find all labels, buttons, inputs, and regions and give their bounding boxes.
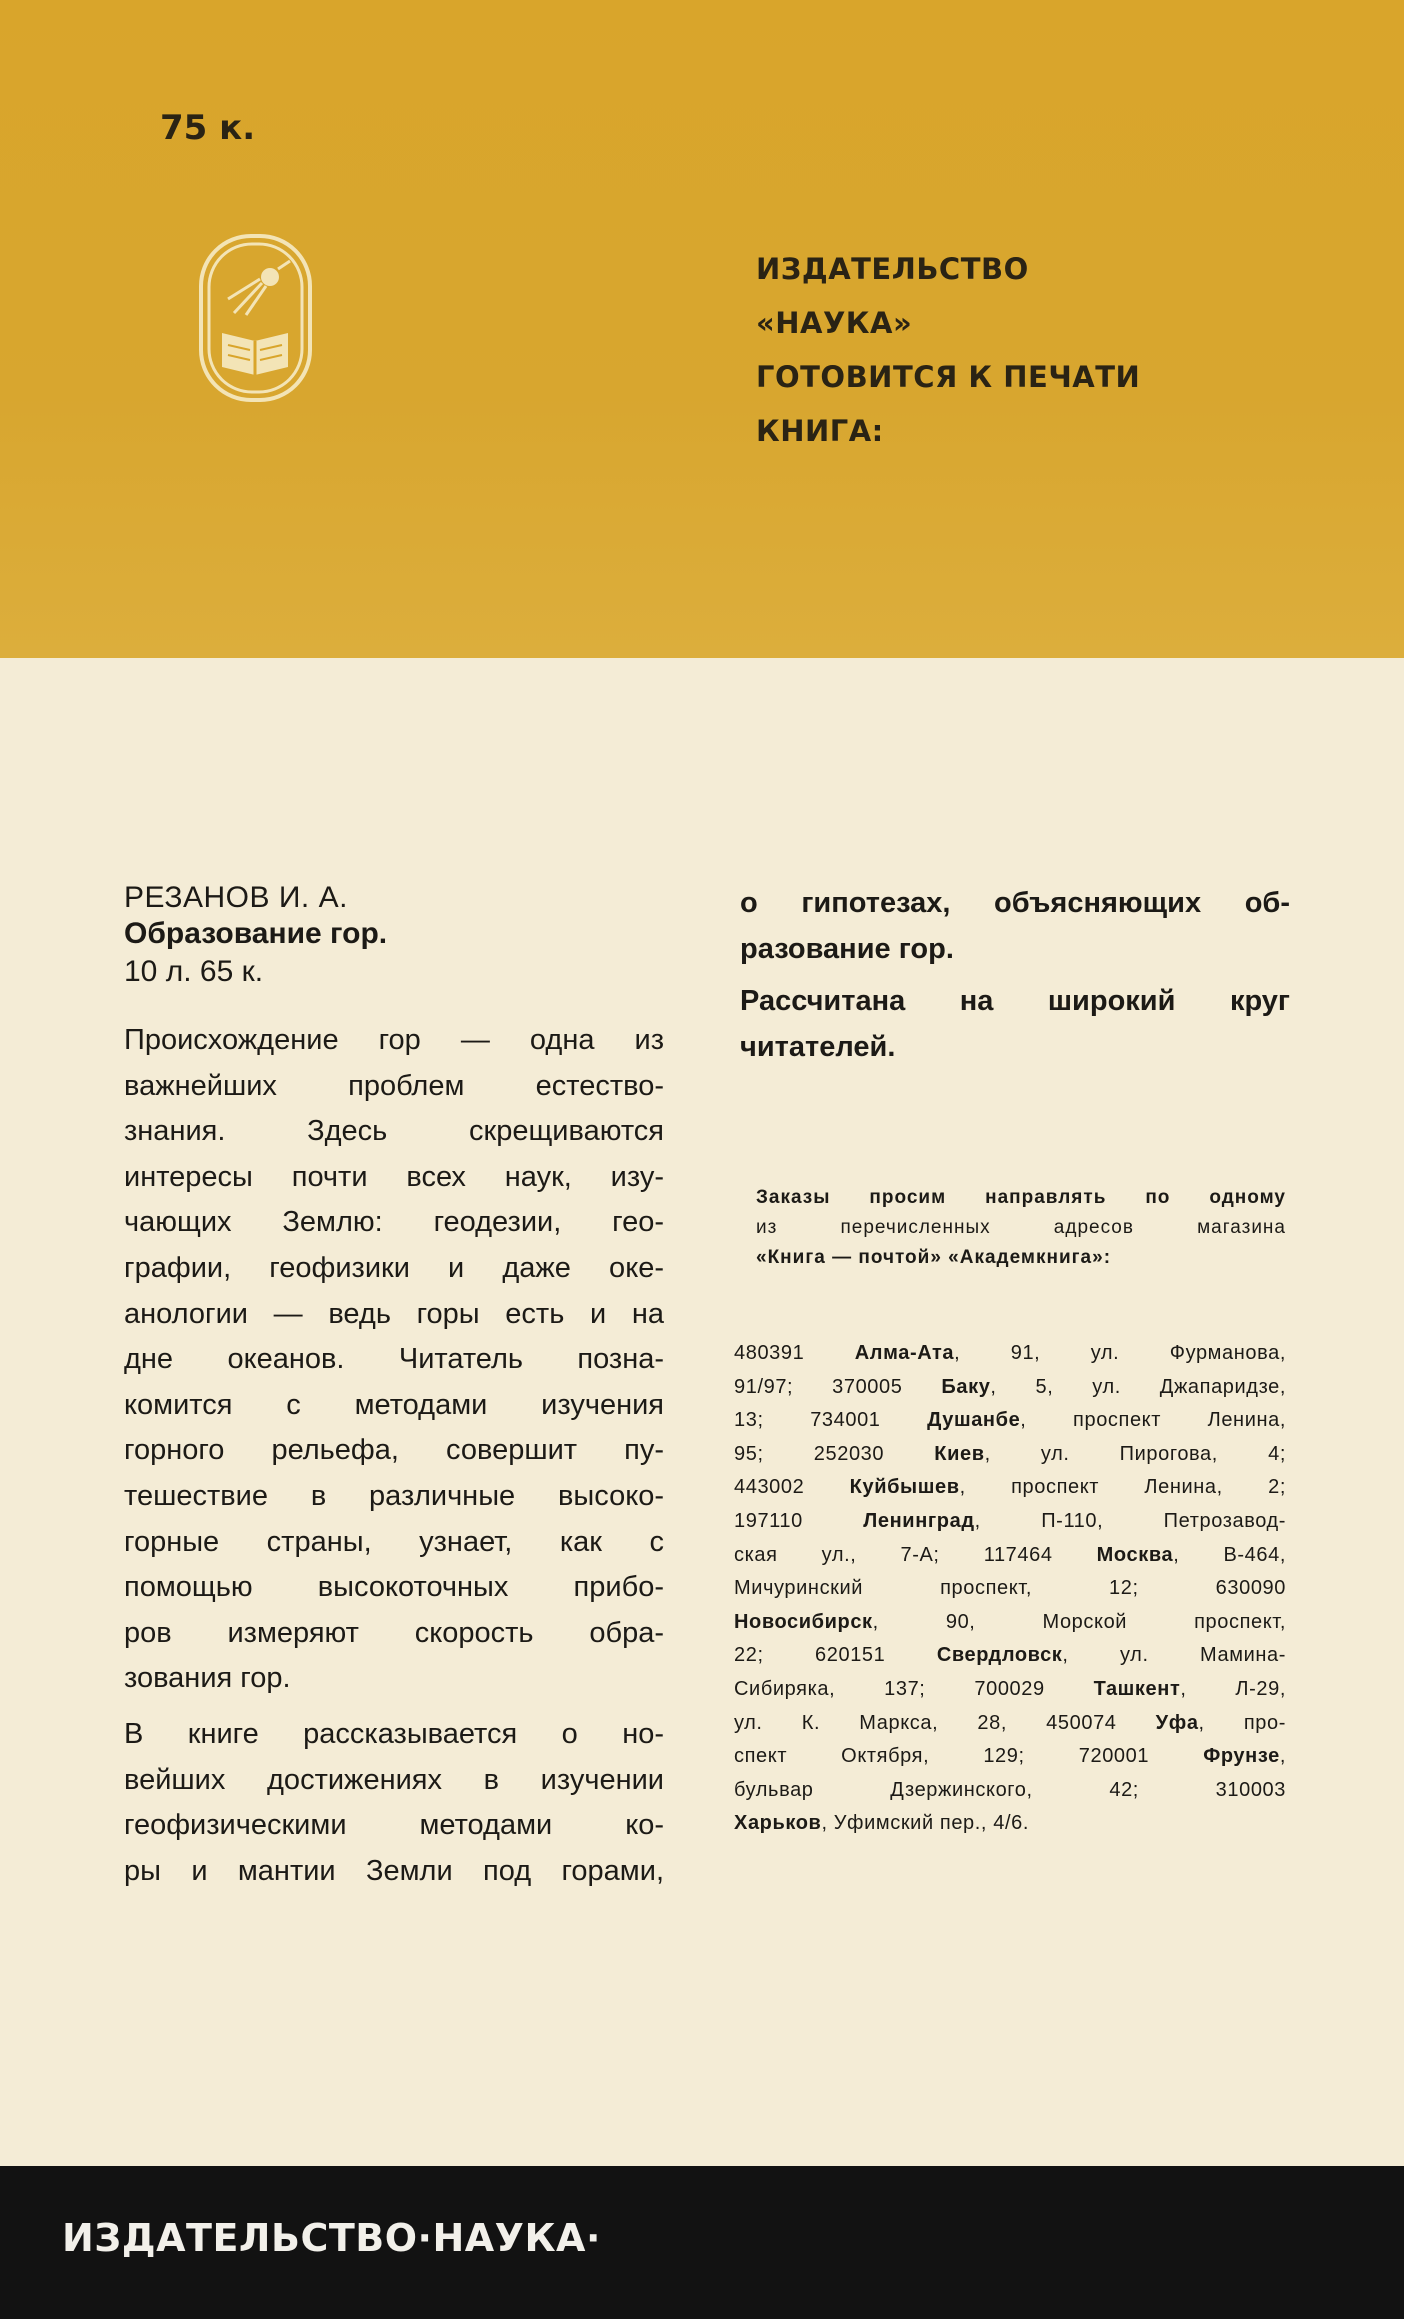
footer-band — [0, 2166, 1404, 2319]
announcement-line: «НАУКА» — [756, 306, 913, 340]
orders-line: Заказы просим направлять по одному — [756, 1187, 1286, 1208]
address-line: 91/97; 370005 Баку, 5, ул. Джапаридзе, — [734, 1375, 1286, 1398]
description-line: разование гор. — [740, 933, 954, 965]
address-line: ская ул., 7-А; 117464 Москва, В-464, — [734, 1543, 1286, 1566]
description-line: горного рельефа, совершит пу- — [124, 1434, 664, 1467]
price-label: 75 к. — [160, 108, 256, 148]
description-line: горные страны, узнает, как с — [124, 1525, 664, 1558]
description-line: ров измеряют скорость обра- — [124, 1616, 664, 1649]
orders-line: из перечисленных адресов магазина — [756, 1217, 1286, 1238]
address-list — [734, 1337, 1286, 1841]
address-line: Сибиряка, 137; 700029 Ташкент, Л-29, — [734, 1677, 1287, 1700]
address-line: Харьков, Уфимский пер., 4/6. — [734, 1812, 1029, 1835]
announcement-line: ГОТОВИТСЯ К ПЕЧАТИ — [756, 360, 1141, 394]
description-line: чающих Землю: геодезии, гео- — [124, 1206, 664, 1239]
description-line: дне океанов. Читатель позна- — [124, 1343, 664, 1376]
address-line: ул. К. Маркса, 28, 450074 Уфа, про- — [734, 1711, 1286, 1734]
book-info — [124, 880, 664, 1894]
address-line: бульвар Дзержинского, 42; 310003 — [734, 1778, 1286, 1801]
address-line: 443002 Куйбышев, проспект Ленина, 2; — [734, 1476, 1286, 1499]
announcement-line: КНИГА: — [756, 414, 884, 448]
address-line: спект Октября, 129; 720001 Фрунзе, — [734, 1745, 1286, 1768]
address-line: 197110 Ленинград, П-110, Петрозавод- — [734, 1509, 1287, 1532]
audience-line: читателей. — [740, 1031, 896, 1063]
description-line: помощью высокоточных прибо- — [124, 1571, 664, 1604]
orders-line: «Книга — почтой» «Академкнига»: — [756, 1247, 1112, 1268]
address-line: Новосибирск, 90, Морской проспект, — [734, 1610, 1286, 1633]
description-line: о гипотезах, объясняющих об- — [740, 887, 1290, 919]
publisher-logo-icon — [198, 233, 313, 403]
description-line: интересы почти всех наук, изу- — [124, 1160, 664, 1193]
description-line: комится с методами изучения — [124, 1388, 664, 1421]
description-line: В книге рассказывается о но- — [124, 1717, 664, 1750]
description-line: геофизическими методами ко- — [124, 1809, 664, 1842]
address-line: 95; 252030 Киев, ул. Пирогова, 4; — [734, 1442, 1286, 1465]
book-title: Образование гор. — [124, 917, 388, 950]
description-line: анологии — ведь горы есть и на — [124, 1297, 664, 1330]
description-line: ры и мантии Земли под горами, — [124, 1854, 664, 1887]
description-line: Происхождение гор — одна из — [124, 1024, 664, 1056]
book-description — [124, 1018, 664, 1894]
description-line: зования гор. — [124, 1662, 291, 1695]
description-line: вейших достижениях в изучении — [124, 1763, 664, 1796]
address-line: Мичуринский проспект, 12; 630090 — [734, 1577, 1286, 1600]
description-line: тешествие в различные высоко- — [124, 1479, 664, 1512]
announcement — [756, 242, 1140, 458]
book-meta: 10 л. 65 к. — [124, 955, 264, 988]
publisher-name: ИЗДАТЕЛЬСТВО·НАУКА· — [62, 2216, 601, 2260]
header-band — [0, 0, 1404, 658]
address-line: 22; 620151 Свердловск, ул. Мамина- — [734, 1644, 1286, 1667]
address-line: 13; 734001 Душанбе, проспект Ленина, — [734, 1409, 1286, 1432]
description-line: графии, геофизики и даже оке- — [124, 1251, 664, 1284]
address-line: 480391 Алма-Ата, 91, ул. Фурманова, — [734, 1342, 1286, 1364]
orders-intro — [756, 1183, 1286, 1273]
audience-line: Рассчитана на широкий круг — [740, 985, 1290, 1017]
book-author: РЕЗАНОВ И. А. — [124, 881, 348, 914]
description-line: знания. Здесь скрещиваются — [124, 1115, 664, 1148]
description-continued — [740, 880, 1290, 1070]
announcement-line: ИЗДАТЕЛЬСТВО — [756, 252, 1029, 286]
description-line: важнейших проблем естество- — [124, 1069, 664, 1102]
